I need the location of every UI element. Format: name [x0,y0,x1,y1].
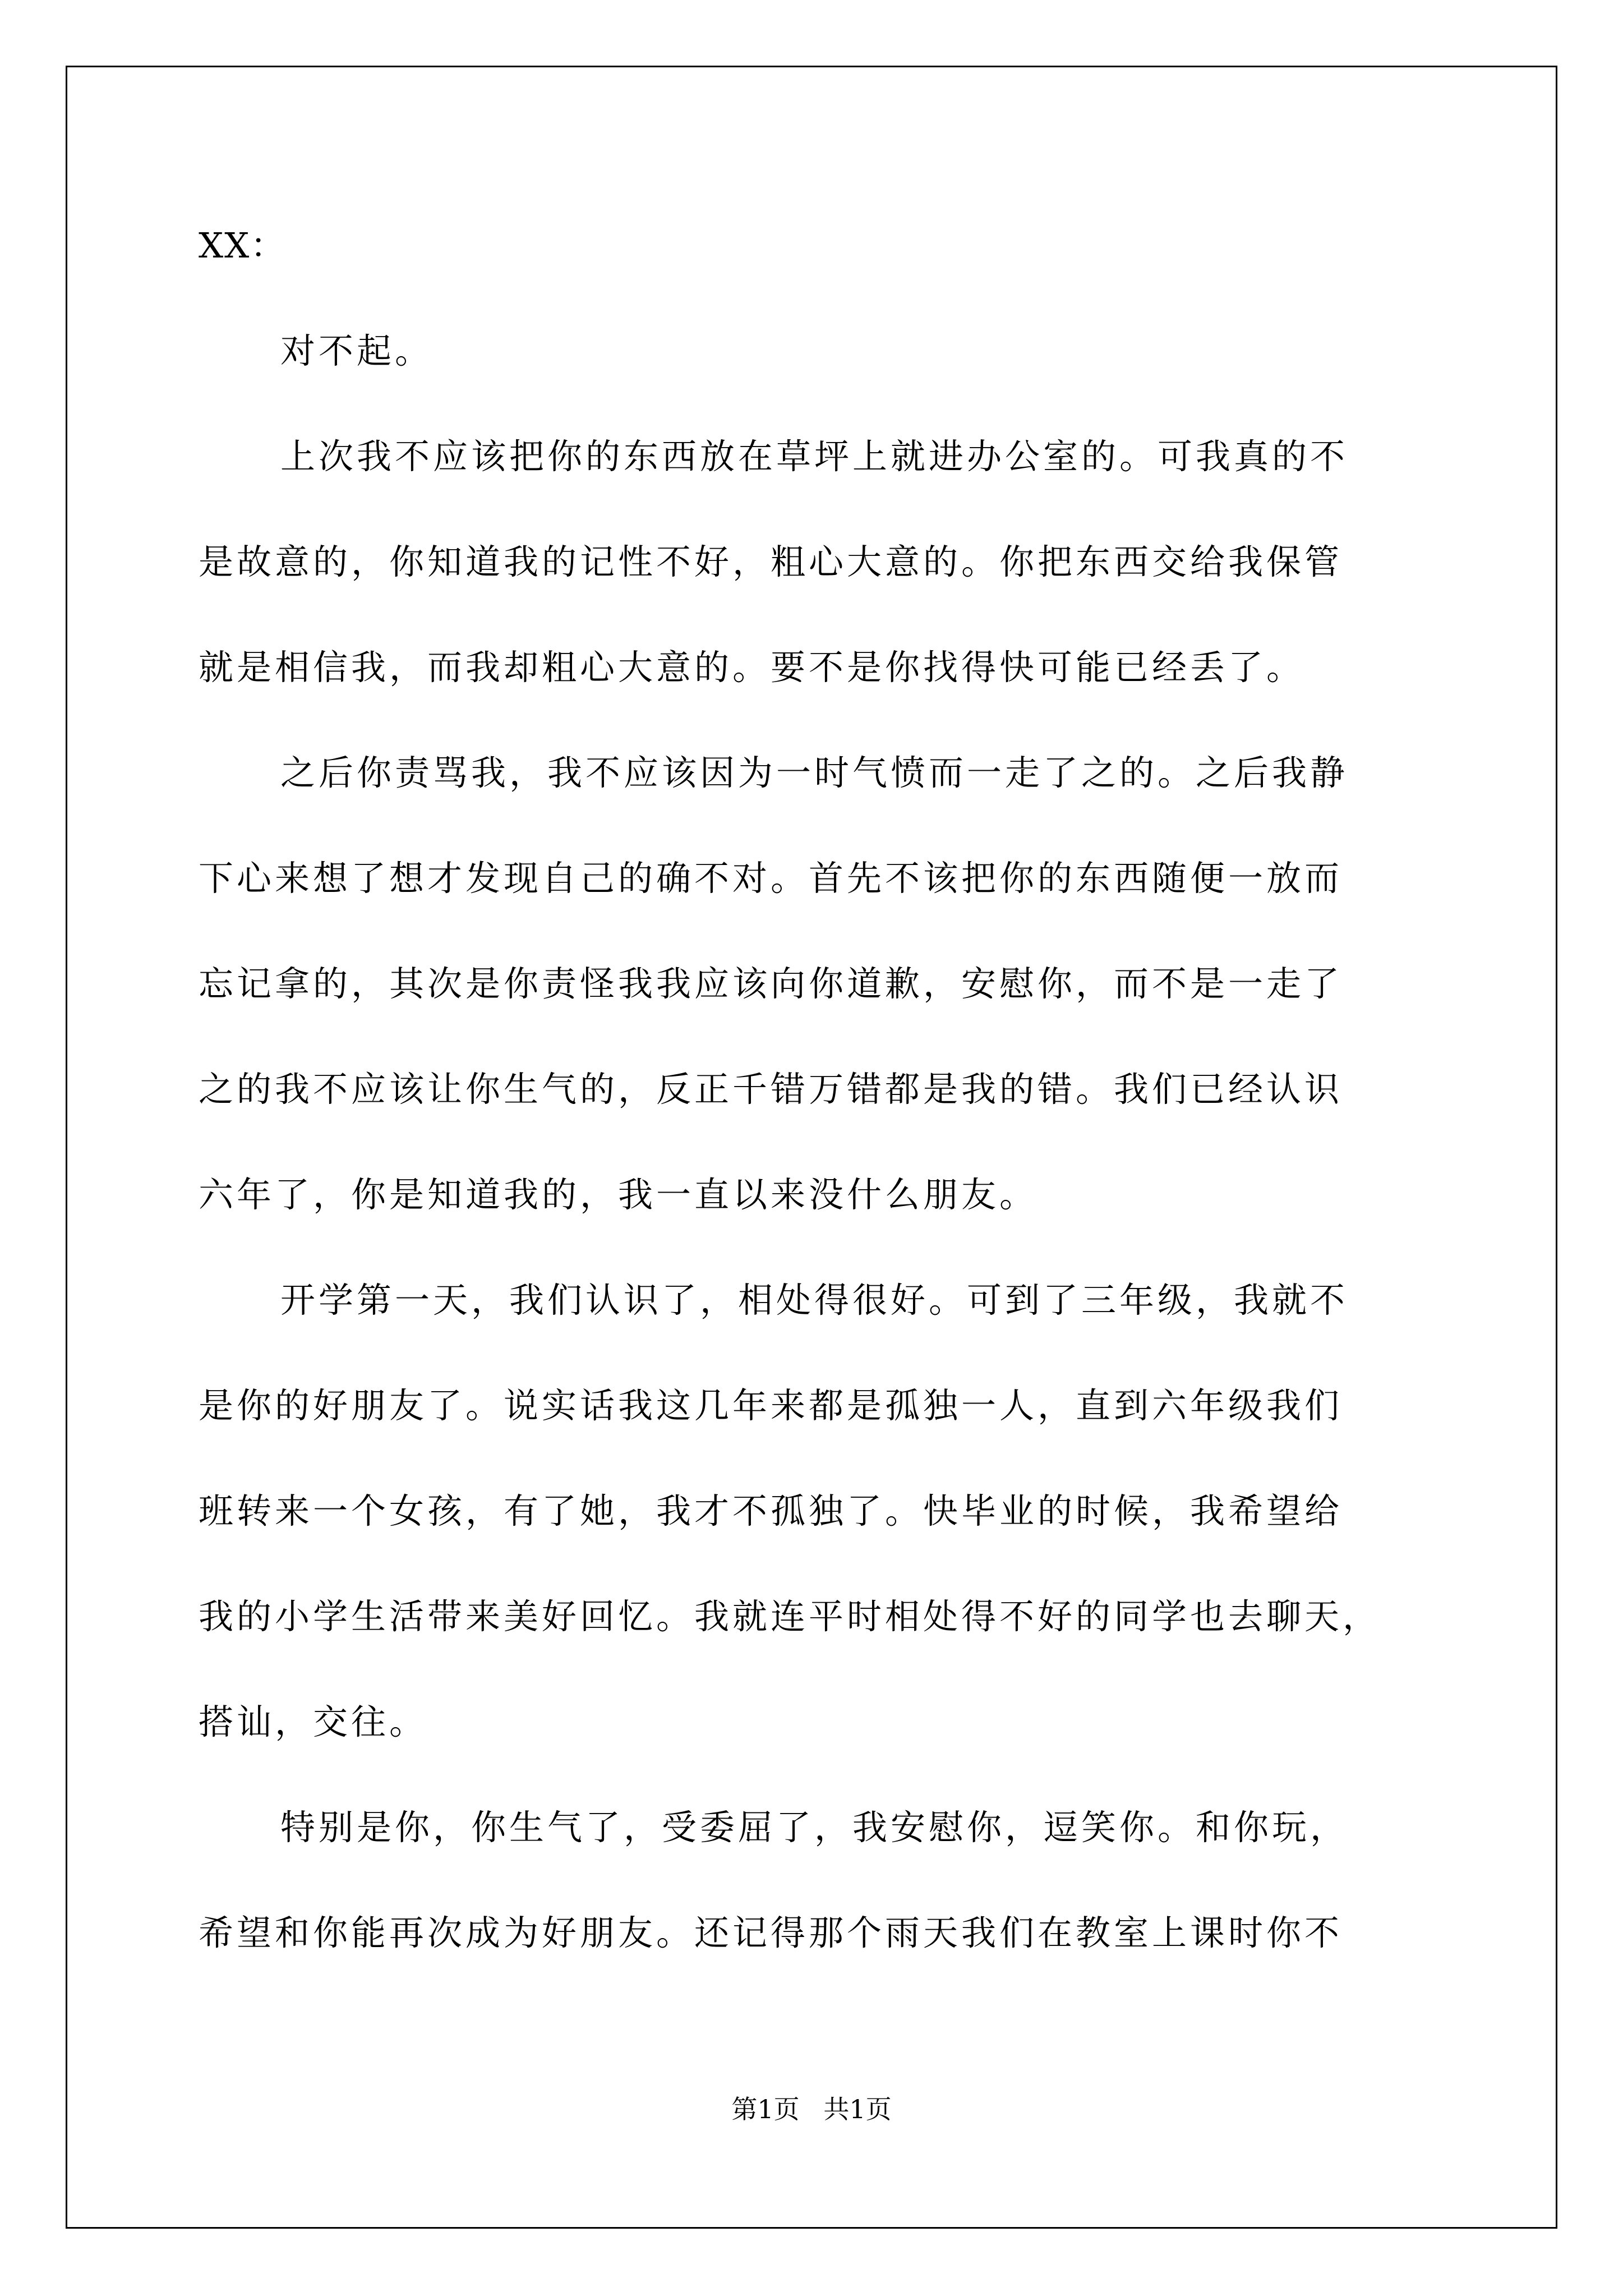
text-line: 我的小学生活带来美好回忆。我就连平时相处得不好的同学也去聊天， [199,1596,1381,1637]
text-line: 希望和你能再次成为好朋友。还记得那个雨天我们在教室上课时你不 [199,1912,1343,1953]
letter-body [199,219,1455,2012]
paragraph-3 [199,746,1455,1222]
text-line: 特别是你，你生气了，受委屈了，我安慰你，逗笑你。和你玩， [280,1807,1349,1848]
text-line: 之的我不应该让你生气的，反正千错万错都是我的错。我们已经认识 [199,1069,1343,1110]
text-line: 下心来想了想才发现自己的确不对。首先不该把你的东西随便一放而 [199,858,1343,899]
text-line: 对不起。 [280,330,434,371]
paragraph-1 [199,324,1455,378]
text-line: 班转来一个女孩，有了她，我才不孤独了。快毕业的时候，我希望给 [199,1490,1343,1531]
text-line: 是你的好朋友了。说实话我这几年来都是孤独一人，直到六年级我们 [199,1385,1343,1426]
paragraph-5 [199,1801,1455,1960]
greeting: XX： [199,225,287,266]
paragraph-2 [199,430,1455,694]
page-number-current: 第1页 [731,2094,800,2124]
text-line: 上次我不应该把你的东西放在草坪上就进办公室的。可我真的不 [280,436,1349,477]
page-number-total: 共1页 [823,2094,892,2124]
text-line: 就是相信我，而我却粗心大意的。要不是你找得快可能已经丢了。 [199,647,1305,688]
text-line: 是故意的，你知道我的记性不好，粗心大意的。你把东西交给我保管 [199,541,1343,582]
text-line: 六年了，你是知道我的，我一直以来没什么朋友。 [199,1174,1038,1215]
text-line: 搭讪，交往。 [199,1701,428,1742]
paragraph-4 [199,1273,1455,1749]
text-line: 忘记拿的，其次是你责怪我我应该向你道歉，安慰你，而不是一走了 [199,963,1343,1004]
text-line: 开学第一天，我们认识了，相处得很好。可到了三年级，我就不 [280,1280,1349,1320]
page-footer [0,2093,1623,2125]
text-line: 之后你责骂我，我不应该因为一时气愤而一走了之的。之后我静 [280,752,1349,793]
